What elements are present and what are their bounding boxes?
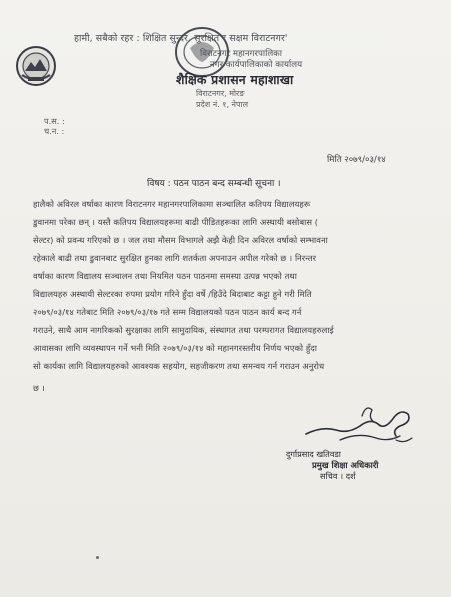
city-motto: हामी, सबैको रहर : शिक्षित सुन्दर, सुरक्षित र सक्षम विराटनगर' — [74, 33, 288, 44]
body-line: रहेकाले बाढी तथा डुवानबाट सुरक्षित हुनका लागि शतर्कता अपनाउन अपील गरेको छ । निरन्तर — [33, 253, 317, 263]
letter-subject: विषय : पठन पाठन बन्द सम्बन्धी सूचना । — [147, 179, 281, 189]
office-name: नगर कार्यपालिकाको कार्यालय — [210, 60, 303, 70]
dispatch-number: च.न. : — [44, 126, 65, 136]
body-line: डुवानमा परेका छन् । यस्तै कतिपय विद्यालयहरूमा बाढी पीडितहरूका लागि अस्थायी बसोबास ( — [33, 217, 319, 227]
letter-date: मिति २०७९/०३/१४ — [327, 155, 386, 165]
body-line: सेल्टर) को प्रवन्ध गरिएको छ । जल तथा मौसम विभागले अझै केही दिन अविरल वर्षाको सम्भावना — [33, 235, 328, 245]
letter-reference-number: प.स. : — [44, 116, 65, 126]
handwritten-signature-icon — [300, 396, 420, 452]
signatory-subtitle: सचिव । दर्श — [320, 471, 356, 481]
department-title: शैक्षिक प्रशासन महाशाखा — [176, 72, 294, 87]
body-line: आवासका लागि व्यवस्थापन गर्ने भनी मिति २०७९/०३/१४ को महानगरस्तरीय निर्णय भएको हुँदा — [33, 343, 317, 353]
body-line: सो कार्यका लागि विद्यालयहरुको आवश्यक सहयोग, सहजीकरण तथा समन्वय गर्न गराउन अनुरोध — [33, 361, 325, 371]
scan-speck — [96, 556, 99, 559]
body-line: हालैको अविरल वर्षाका कारण विराटनगर महानगरपालिकामा सञ्चालित कतिपय विद्यालयहरू — [33, 199, 311, 209]
municipality-name: विराटनगर महानगरपालिका — [200, 49, 282, 59]
office-address-province: प्रदेश नं. १, नेपाल — [196, 100, 249, 109]
office-address-city: विराटनगर, मोरङ — [196, 89, 245, 98]
body-line: वर्षाका कारण विद्यालय सञ्चालन तथा नियमित पठन पाठनमा समस्या उत्पन्न भएको तथा — [33, 271, 297, 281]
body-line: गराउने, साथै आम नागरिकको सुरक्षाका लागि सामुदायिक, संस्थागत तथा परम्परागत विद्यालयहरुलाई — [33, 325, 334, 335]
body-line: विद्यालयहरु अस्थायी सेल्टरका रुपमा प्रयोग गरिने हुँदा वर्षे /हिउँदे बिदाबाट कट्टा हुने गरी मिति — [33, 289, 312, 299]
body-line: छ । — [33, 383, 45, 393]
body-line: २०७९/०३/१४ गतेबाट मिति २०७९/०३/१७ गते सम्म विद्यालयको पठन पाठन कार्य बन्द गर्न — [33, 307, 302, 317]
nepal-government-emblem-icon — [14, 44, 58, 88]
signatory-title: प्रमुख शिक्षा अधिकारी — [312, 460, 379, 470]
signatory-name: दुर्गाप्रसाद खतिवडा — [286, 449, 341, 459]
